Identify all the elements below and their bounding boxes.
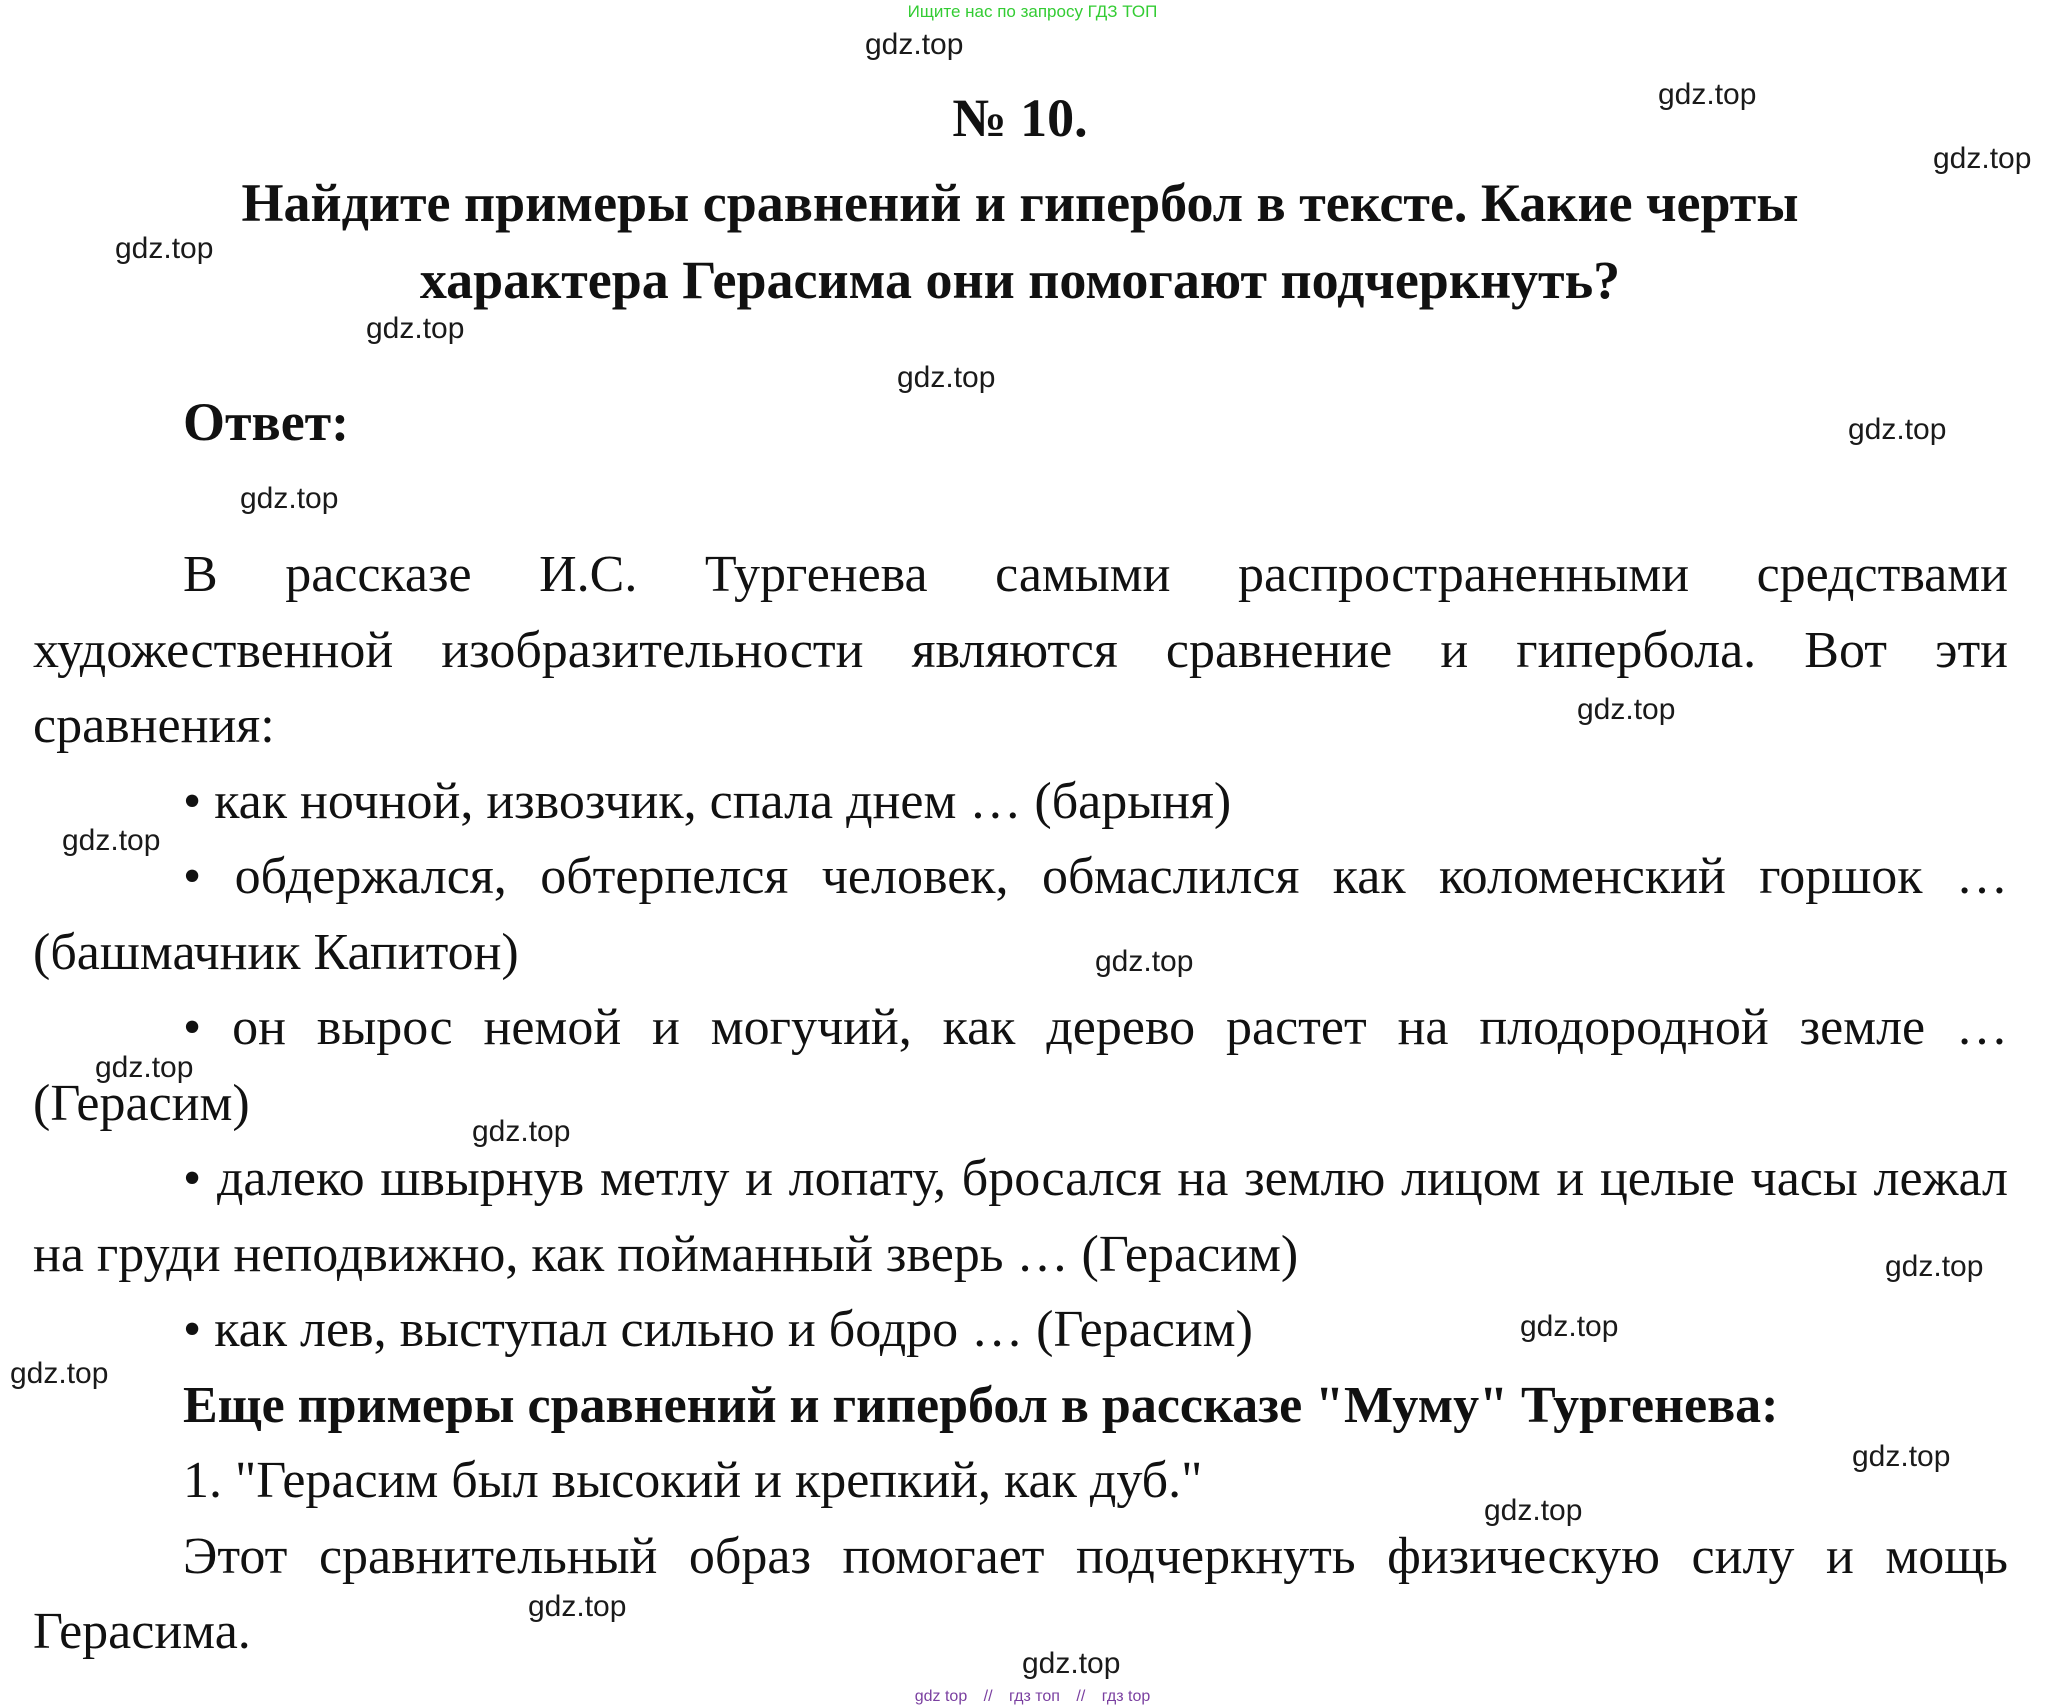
watermark: gdz.top (1520, 1310, 1619, 1343)
watermark: gdz.top (1484, 1494, 1583, 1527)
list-item: • далеко швырнув метлу и лопату, бросался на землю лицом и целые часы лежал на груди неподвижно, как пойманный зверь … (Герасим) (33, 1150, 2008, 1283)
bottom-banner (0, 1688, 2065, 1706)
watermark: gdz.top (528, 1590, 627, 1623)
page-title: № 10. (952, 88, 1088, 148)
watermark: gdz.top (1095, 945, 1194, 978)
bottom-banner-part: // (983, 1688, 993, 1705)
watermark: gdz.top (1885, 1250, 1984, 1283)
bottom-banner-part: gdz top (914, 1688, 968, 1705)
watermark: gdz.top (1022, 1647, 1121, 1680)
watermark: gdz.top (115, 232, 214, 265)
list-item: • как ночной, извозчик, спала днем … (барыня) (183, 772, 1232, 830)
list-item: • обдержался, обтерпелся человек, обмаслился как коломенский горшок … (башмачник Капитон) (33, 848, 2008, 981)
top-banner: Ищите нас по запросу ГДЗ ТОП (907, 2, 1158, 21)
answer-body (33, 537, 2008, 1670)
answer-label: Ответ: (183, 392, 350, 452)
watermark: gdz.top (1848, 413, 1947, 446)
watermark: gdz.top (62, 824, 161, 857)
example-1-explanation: Этот сравнительный образ помогает подчеркнуть физическую силу и мощь Герасима. (33, 1527, 2008, 1660)
watermark: gdz.top (240, 482, 339, 515)
list-item: • как лев, выступал сильно и бодро … (Герасим) (183, 1301, 1253, 1358)
watermark: gdz.top (1658, 78, 1757, 111)
watermark: gdz.top (95, 1051, 194, 1084)
bottom-banner-part: // (1076, 1688, 1086, 1705)
question-line-2: характера Герасима они помогают подчеркнуть? (419, 250, 1621, 310)
question-line-1: Найдите примеры сравнений и гипербол в тексте. Какие черты (241, 173, 1799, 233)
watermark: gdz.top (865, 28, 964, 61)
question (120, 165, 1920, 319)
intro-paragraph: В рассказе И.С. Тургенева самыми распространенными средствами художественной изобразительности являются сравнение и гипербола. Вот эти сравнения: (33, 546, 2008, 754)
watermark: gdz.top (366, 312, 465, 345)
watermark: gdz.top (1852, 1440, 1951, 1473)
bottom-banner-part: гдз top (1101, 1688, 1151, 1705)
list-item: • он вырос немой и могучий, как дерево растет на плодородной земле … (Герасим) (33, 999, 2008, 1132)
watermark: gdz.top (897, 361, 996, 394)
watermark: gdz.top (472, 1115, 571, 1148)
watermark: gdz.top (1577, 693, 1676, 726)
watermark: gdz.top (1933, 142, 2032, 175)
example-1: 1. "Герасим был высокий и крепкий, как дуб." (183, 1452, 1203, 1509)
bottom-banner-part: гдз топ (1009, 1688, 1060, 1705)
more-examples-heading: Еще примеры сравнений и гипербол в рассказе "Муму" Тургенева: (183, 1376, 1779, 1434)
watermark: gdz.top (10, 1357, 109, 1390)
